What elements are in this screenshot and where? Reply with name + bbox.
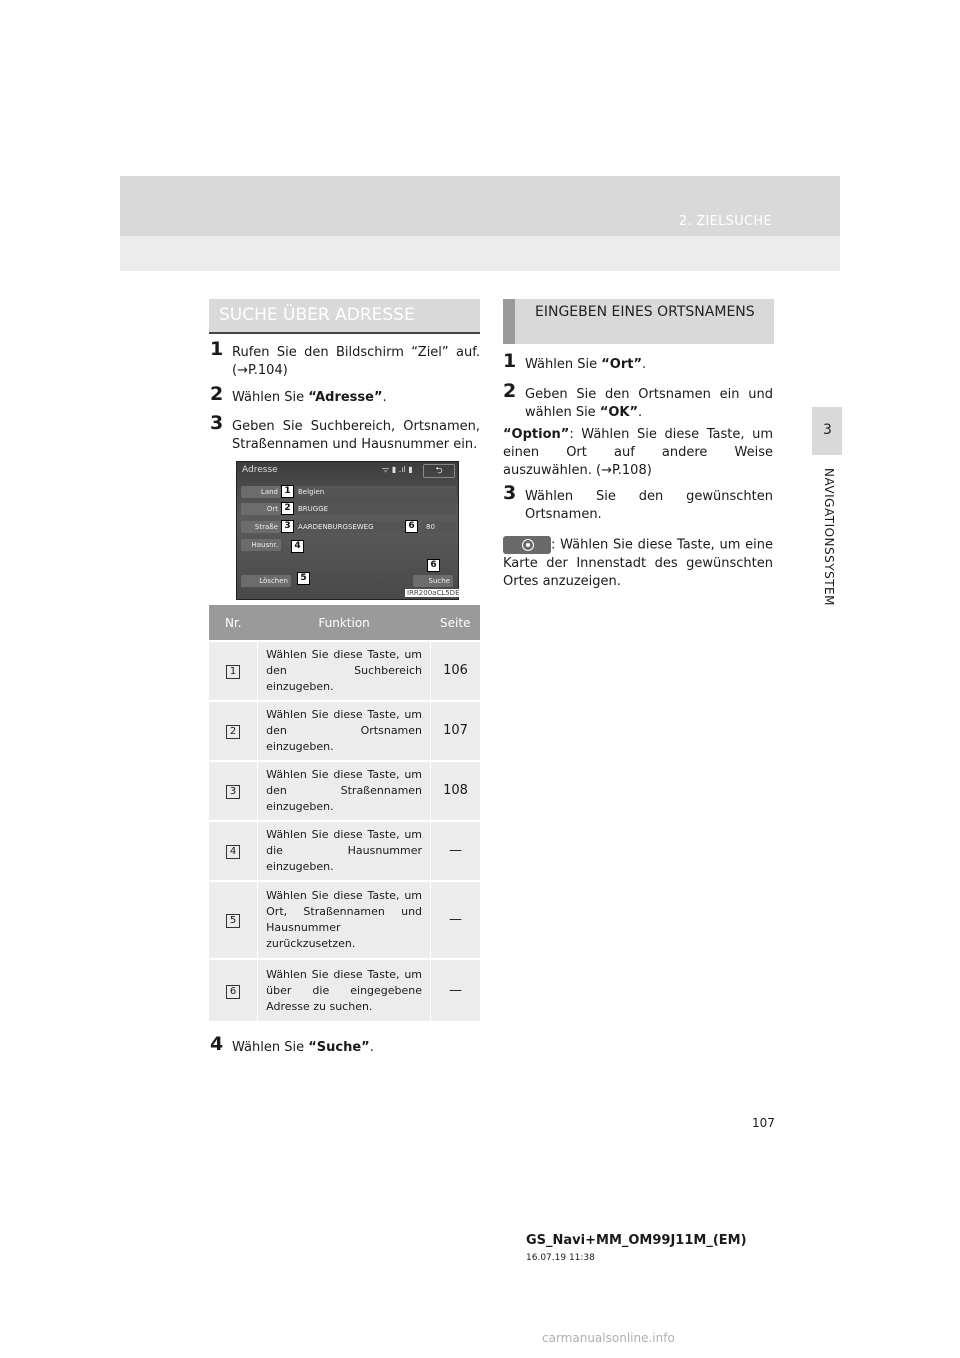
step-2: [210, 383, 480, 407]
row-function: Wählen Sie diese Taste, um den Straßennamen einzugeben.: [258, 761, 431, 821]
watermark: carmanualsonline.info: [542, 1331, 675, 1345]
table-row: [209, 821, 480, 881]
map-note: [503, 536, 773, 591]
step-text: Geben Sie Suchbereich, Ortsnamen, Straßennamen und Hausnummer ein.: [232, 419, 480, 452]
step-number: 3: [210, 412, 224, 434]
delete-button: Löschen: [241, 575, 291, 587]
address-screen-illustration: [236, 461, 459, 600]
page-header: [120, 176, 840, 236]
back-icon: ⮌: [423, 464, 455, 478]
image-code: IRR200aCL5DE: [407, 589, 460, 597]
header-page: Seite: [431, 605, 480, 641]
function-table: [209, 605, 480, 1021]
row-function: Wählen Sie diese Taste, um den Ortsnamen einzugeben.: [258, 701, 431, 761]
row-page: —: [431, 821, 480, 881]
chapter-number: 3: [823, 422, 832, 438]
section-title-text: SUCHE ÜBER ADRESSE: [219, 305, 415, 325]
table-row: [209, 959, 480, 1021]
street-field: AARDENBURGSEWEG: [295, 521, 418, 533]
section-title-text: EINGEBEN EINES ORTSNAMENS: [535, 304, 755, 320]
step-number: 3: [503, 482, 517, 504]
street-button: Straße: [241, 521, 281, 533]
marker-4: 4: [291, 540, 304, 553]
row-number: 1: [226, 665, 240, 679]
row-page: —: [431, 959, 480, 1021]
marker-1: 1: [281, 485, 294, 498]
row-function: Wählen Sie diese Taste, um den Suchbereich einzugeben.: [258, 641, 431, 701]
table-row: [209, 761, 480, 821]
step-number: 2: [210, 383, 224, 405]
row-number: 4: [226, 845, 240, 859]
row-number: 6: [226, 985, 240, 999]
step-text: Wählen Sie “Adresse”.: [232, 390, 387, 405]
step-4: [210, 1033, 480, 1057]
row-function: Wählen Sie diese Taste, um über die eingegebene Adresse zu suchen.: [258, 959, 431, 1021]
row-page: 106: [431, 641, 480, 701]
search-button: Suche: [413, 575, 453, 587]
step-right-1: [503, 350, 773, 374]
row-number: 2: [226, 725, 240, 739]
header-title: 2. ZIELSUCHE: [678, 214, 772, 229]
row-number: 5: [226, 914, 240, 928]
marker-6b: 6: [427, 559, 440, 572]
step-right-2: [503, 380, 773, 422]
section-title-city: [503, 299, 774, 344]
country-button: Land: [241, 486, 281, 498]
city-field: BRUGGE: [295, 503, 456, 515]
marker-5: 5: [297, 572, 310, 585]
chapter-label: NAVIGATIONSSYSTEM: [822, 468, 836, 606]
step-text: Wählen Sie den gewünschten Ortsnamen.: [525, 489, 773, 522]
country-field: Belgien: [295, 486, 456, 498]
step-number: 1: [503, 350, 517, 372]
marker-3: 3: [281, 520, 294, 533]
row-page: 108: [431, 761, 480, 821]
chapter-side-label: [820, 468, 842, 628]
row-number: 3: [226, 785, 240, 799]
marker-2: 2: [281, 502, 294, 515]
city-map-icon: [503, 536, 551, 554]
page-number: 107: [752, 1116, 775, 1130]
step-number: 4: [210, 1033, 224, 1055]
house-number-value: 80: [423, 521, 456, 533]
status-icons: ᯤ ▮ .ıl ▮: [382, 465, 413, 474]
table-row: [209, 701, 480, 761]
step-right-3: [503, 482, 773, 524]
marker-6a: 6: [405, 520, 418, 533]
table-row: [209, 641, 480, 701]
step-text: Geben Sie den Ortsnamen ein und wählen Sie “OK”.: [525, 387, 773, 420]
step-1: [210, 338, 480, 380]
header-nr: Nr.: [209, 605, 258, 641]
row-function: Wählen Sie diese Taste, um die Hausnummer einzugeben.: [258, 821, 431, 881]
step-3: [210, 412, 480, 454]
step-text: Wählen Sie “Suche”.: [232, 1040, 374, 1055]
table-row: [209, 881, 480, 959]
footer-code: GS_Navi+MM_OM99J11M_(EM): [526, 1233, 747, 1248]
header-subbar: [120, 236, 840, 271]
option-note: “Option”: Wählen Sie diese Taste, um einen Ort auf andere Weise auszuwählen. (→P.108): [503, 427, 773, 478]
row-page: —: [431, 881, 480, 959]
footer-date: 16.07.19 11:38: [526, 1253, 595, 1263]
header-function: Funktion: [258, 605, 431, 641]
step-text: Rufen Sie den Bildschirm “Ziel” auf. (→P.104): [232, 345, 480, 378]
step-text: Wählen Sie “Ort”.: [525, 357, 647, 372]
row-function: Wählen Sie diese Taste, um Ort, Straßennamen und Hausnummer zurückzusetzen.: [258, 881, 431, 959]
map-note-text: : Wählen Sie diese Taste, um eine Karte der Innenstadt des gewünschten Ortes anzuzeigen.: [503, 537, 773, 589]
step-number: 1: [210, 338, 224, 360]
house-number-button: Hausnr.: [241, 539, 281, 551]
city-button: Ort: [241, 503, 281, 515]
section-title-address: [209, 299, 480, 334]
step-number: 2: [503, 380, 517, 402]
screen-title: Adresse: [242, 465, 278, 475]
row-page: 107: [431, 701, 480, 761]
